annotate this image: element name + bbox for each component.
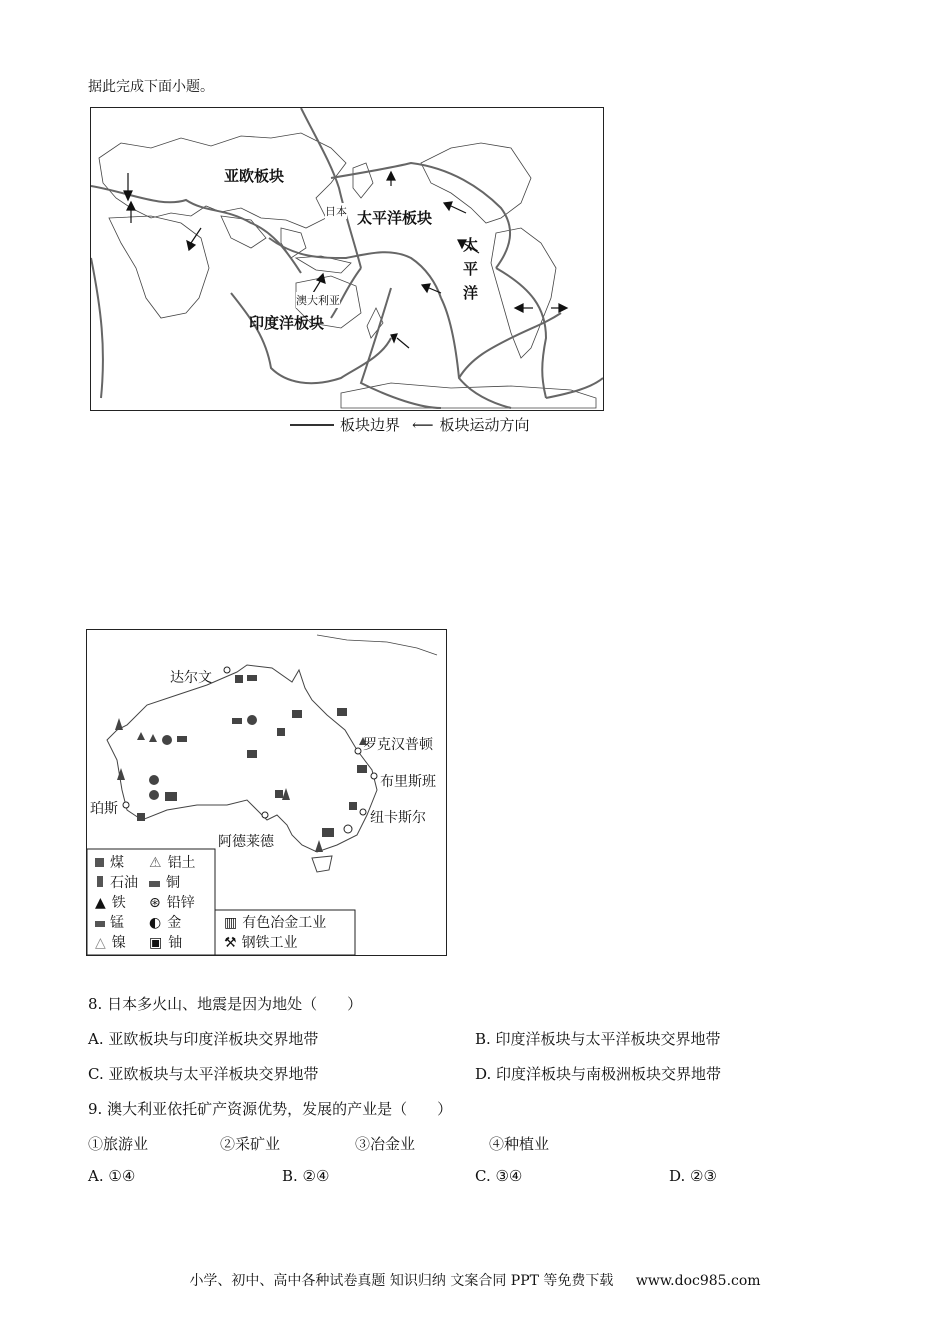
q9-item-4: ④种植业	[489, 1135, 550, 1153]
copper-icon	[247, 675, 257, 681]
nonferrous-icon: ▥	[224, 915, 238, 931]
gold-icon: ◐	[149, 915, 162, 931]
copper-icon	[149, 881, 160, 887]
q9-option-c[interactable]: C. ③④	[475, 1167, 523, 1185]
legend-label-gold: 金	[167, 915, 182, 931]
legend-label-leadzinc: 铅锌	[166, 895, 195, 911]
legend-middle	[149, 853, 196, 953]
q8-option-b[interactable]: B. 印度洋板块与太平洋板块交界地带	[475, 1030, 721, 1048]
legend-item-copper	[149, 873, 196, 893]
label-japan: 日本	[325, 205, 347, 218]
footer-text: 小学、初中、高中各种试卷真题 知识归纳 文案合同 PPT 等免费下载	[189, 1273, 614, 1289]
leadzinc-icon: ⊛	[149, 895, 161, 911]
nonferrous-icon	[247, 750, 257, 758]
q9-option-a[interactable]: A. ①④	[88, 1167, 136, 1185]
arrow-head-icon	[422, 284, 430, 292]
intro-text: 据此完成下面小题。	[88, 79, 214, 95]
arrow-head-icon	[187, 241, 195, 250]
arrow-head-icon	[391, 334, 397, 342]
gold-icon	[247, 715, 257, 725]
iron-icon	[149, 734, 157, 742]
arrow-head-icon	[444, 202, 452, 210]
manganese-icon	[177, 736, 187, 742]
nickel-icon: △	[95, 935, 106, 951]
gold-icon	[149, 790, 159, 800]
coal-icon	[349, 802, 357, 810]
legend-item-oil	[95, 873, 138, 893]
legend-motion: 板块运动方向	[439, 416, 530, 434]
coal-icon	[137, 813, 145, 821]
arrow-left-icon: ⟵	[412, 415, 434, 434]
australia-minerals-map	[86, 629, 447, 956]
legend-item-gold	[149, 913, 196, 933]
city-brisbane: 布里斯班	[380, 774, 436, 790]
legend-label-iron: 铁	[111, 895, 126, 911]
coal-icon	[95, 858, 104, 867]
nonferrous-icon	[165, 792, 177, 801]
legend-label-copper: 铜	[166, 875, 180, 891]
q9-option-b[interactable]: B. ②④	[282, 1167, 330, 1185]
uranium-icon: ▣	[149, 935, 163, 951]
city-marker-rockhampton	[355, 748, 361, 754]
plate-boundaries	[91, 108, 603, 408]
q9-stem: 9. 澳大利亚依托矿产资源优势，发展的产业是（ ）	[88, 1100, 453, 1118]
nonferrous-icon	[337, 708, 347, 716]
legend-boundary: 板块边界	[340, 416, 401, 434]
nonferrous-icon	[292, 710, 302, 718]
q9-item-3: ③冶金业	[355, 1135, 416, 1153]
legend-item-leadzinc	[149, 893, 196, 913]
label-eurasian-plate: 亚欧板块	[224, 167, 285, 185]
arrow-head-icon	[515, 304, 523, 312]
label-pacific-plate: 太平洋板块	[357, 209, 433, 227]
map1-legend	[290, 414, 530, 435]
city-marker-brisbane	[371, 773, 377, 779]
legend-label-manganese: 锰	[110, 915, 124, 931]
city-marker-newcastle	[360, 809, 366, 815]
q8-option-d[interactable]: D. 印度洋板块与南极洲板块交界地带	[475, 1065, 722, 1083]
legend-label-uranium: 铀	[168, 935, 183, 951]
oil-icon	[115, 718, 123, 730]
nonferrous-icon	[322, 828, 334, 837]
new-guinea-coast	[317, 635, 437, 655]
legend-label-steel: 钢铁工业	[241, 935, 298, 951]
legend-item-uranium	[149, 933, 196, 953]
world-plates-svg	[91, 108, 603, 410]
arrow-head-icon	[387, 172, 395, 180]
gold-icon	[162, 735, 172, 745]
legend-item-iron	[95, 893, 138, 913]
iron-icon	[137, 732, 145, 740]
label-pacific-ocean-3: 洋	[463, 284, 479, 302]
boundary-line-icon	[290, 424, 334, 426]
legend-label-bauxite: 铝土	[167, 855, 196, 871]
city-marker-darwin	[224, 667, 230, 673]
australia-svg	[87, 630, 446, 955]
city-marker-adelaide	[262, 812, 268, 818]
arrow-head-icon	[317, 274, 325, 283]
q9-item-2: ②采矿业	[220, 1135, 281, 1153]
legend-item-nickel	[95, 933, 138, 953]
label-pacific-ocean-2: 平	[463, 260, 479, 278]
nonferrous-icon	[357, 765, 367, 773]
footer-link[interactable]: www.doc985.com	[635, 1273, 761, 1289]
copper-icon	[232, 718, 242, 724]
iron-icon: ▲	[95, 895, 106, 911]
oil-icon	[282, 788, 290, 800]
q9-item-1: ①旅游业	[88, 1135, 149, 1153]
world-plates-map	[90, 107, 604, 411]
bauxite-icon: ⚠	[149, 855, 162, 871]
q9-option-d[interactable]: D. ②③	[669, 1167, 717, 1185]
label-pacific-ocean-1: 太	[463, 236, 479, 254]
oil-icon	[315, 840, 323, 852]
label-australia: 澳大利亚	[296, 294, 340, 307]
legend-label-nickel: 镍	[111, 935, 126, 951]
label-indian-plate: 印度洋板块	[249, 314, 325, 332]
city-perth: 珀斯	[90, 801, 118, 817]
city-darwin: 达尔文	[170, 670, 212, 686]
legend-item-bauxite	[149, 853, 196, 873]
city-adelaide: 阿德莱德	[218, 834, 274, 850]
australia-outline	[107, 665, 377, 852]
legend-right	[224, 913, 326, 953]
legend-item-coal	[95, 853, 138, 873]
q8-stem: 8. 日本多火山、地震是因为地处（ ）	[88, 995, 363, 1013]
q8-option-a[interactable]: A. 亚欧板块与印度洋板块交界地带	[88, 1030, 319, 1048]
legend-item-manganese	[95, 913, 138, 933]
steel-icon: ⚒	[224, 935, 237, 951]
oil-icon	[97, 876, 103, 887]
capital-marker	[344, 825, 352, 833]
legend-item-steel	[224, 933, 326, 953]
city-newcastle: 纽卡斯尔	[370, 810, 426, 826]
page-footer	[0, 1270, 950, 1290]
mineral-symbols	[115, 675, 367, 852]
gold-icon	[149, 775, 159, 785]
legend-item-nonferrous	[224, 913, 326, 933]
city-marker-perth	[123, 802, 129, 808]
city-rockhampton: 罗克汉普顿	[363, 737, 433, 753]
coal-icon	[277, 728, 285, 736]
coal-icon	[235, 675, 243, 683]
tasmania-outline	[312, 856, 332, 872]
arrow-head-icon	[559, 304, 567, 312]
legend-label-coal: 煤	[110, 855, 124, 871]
q8-option-c[interactable]: C. 亚欧板块与太平洋板块交界地带	[88, 1065, 319, 1083]
coal-icon	[275, 790, 283, 798]
manganese-icon	[95, 921, 105, 927]
legend-label-oil: 石油	[110, 875, 138, 891]
legend-left	[95, 853, 138, 953]
legend-label-nonferrous: 有色冶金工业	[242, 915, 327, 931]
